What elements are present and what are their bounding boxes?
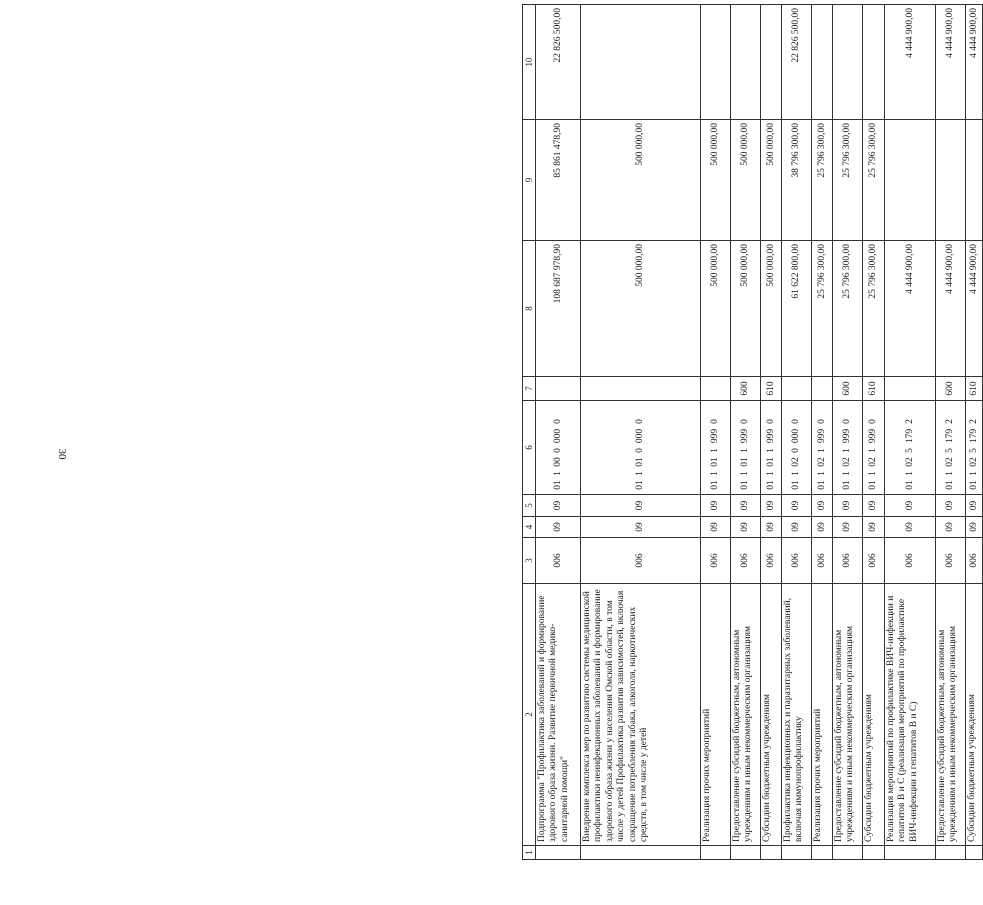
total-amount-cell: 4 444 900,00	[936, 241, 966, 377]
target-article-part: 0	[842, 419, 852, 424]
target-article-cell	[833, 401, 863, 495]
target-article-part: 01	[635, 457, 645, 467]
target-article-part: 1	[740, 448, 750, 453]
target-article-part: 1	[635, 471, 645, 476]
subsection-code-cell: 09	[761, 495, 782, 517]
subsection-code-cell: 09	[966, 495, 983, 517]
federal-amount-cell	[833, 5, 863, 120]
target-article-cell	[812, 401, 833, 495]
target-article-part: 1	[765, 471, 776, 476]
header-cell: 6	[523, 401, 536, 495]
header-row	[523, 5, 536, 860]
target-article-part: 2	[968, 419, 979, 424]
item-name-cell: Предоставление субсидий бюджетным, автономным учреждениям и иным некоммерческим организациям	[833, 584, 863, 846]
ministry-code-cell: 006	[812, 538, 833, 584]
total-amount-cell: 25 796 300,00	[833, 241, 863, 377]
expense-type-cell: 610	[966, 377, 983, 401]
total-amount-cell: 500 000,00	[581, 241, 701, 377]
total-amount-cell: 25 796 300,00	[812, 241, 833, 377]
target-article-part: 2	[945, 419, 955, 424]
regional-amount-cell: 25 796 300,00	[863, 120, 885, 241]
ministry-code-cell: 006	[833, 538, 863, 584]
ministry-code-cell: 006	[731, 538, 761, 584]
ministry-code-cell: 006	[536, 538, 581, 584]
table-row	[812, 5, 833, 860]
federal-amount-cell: 4 444 900,00	[966, 5, 983, 120]
ministry-code-cell: 006	[761, 538, 782, 584]
target-article-part: 999	[868, 428, 878, 444]
regional-amount-cell: 500 000,00	[761, 120, 782, 241]
target-article-cell	[581, 401, 701, 495]
target-article-part: 0	[552, 419, 563, 424]
target-article-part: 5	[945, 448, 955, 453]
item-name-cell: Предоставление субсидий бюджетным, автономным учреждениям и иным некоммерческим организациям	[731, 584, 761, 846]
target-article-part: 5	[904, 448, 915, 453]
ministry-code-cell: 006	[966, 538, 983, 584]
federal-amount-cell	[701, 5, 731, 120]
table-row	[863, 5, 885, 860]
federal-amount-cell: 22 826 500,00	[782, 5, 812, 120]
regional-amount-cell	[936, 120, 966, 241]
target-article-part: 999	[842, 428, 852, 444]
target-article-part: 01	[740, 480, 750, 490]
target-article-part: 01	[710, 457, 720, 467]
section-code-cell: 09	[812, 517, 833, 538]
section-code-cell: 09	[761, 517, 782, 538]
expense-type-cell	[701, 377, 731, 401]
target-article-part: 1	[765, 448, 776, 453]
item-name-cell: Реализация мероприятий по профилактике ВИЧ-инфекции и гепатитов В и С (реализация мероприятий по профилактике ВИЧ-инфекции и гепатитов В и С)	[885, 584, 936, 846]
target-article-part: 01	[765, 457, 776, 467]
target-article-part: 1	[710, 448, 720, 453]
section-code-cell: 09	[731, 517, 761, 538]
table-row	[782, 5, 812, 860]
target-article-part: 999	[816, 428, 827, 444]
target-article-part: 1	[868, 471, 878, 476]
item-name-cell: Подпрограмма "Профилактика заболеваний и формирование здорового образа жизни. Развитие первичной медико-санитарной помощи"	[536, 584, 581, 846]
row-number-cell	[966, 846, 983, 860]
target-article-part: 01	[816, 480, 827, 490]
row-number-cell	[812, 846, 833, 860]
target-article-part: 01	[904, 480, 915, 490]
table-row	[701, 5, 731, 860]
total-amount-cell: 500 000,00	[731, 241, 761, 377]
header-cell: 9	[523, 120, 536, 241]
target-article-part: 179	[968, 428, 979, 444]
subsection-code-cell: 09	[863, 495, 885, 517]
header-cell: 10	[523, 5, 536, 120]
expense-type-cell	[812, 377, 833, 401]
target-article-part: 02	[968, 457, 979, 467]
row-number-cell	[885, 846, 936, 860]
target-article-part: 1	[968, 471, 979, 476]
target-article-part: 0	[816, 419, 827, 424]
target-article-part: 0	[868, 419, 878, 424]
federal-amount-cell	[812, 5, 833, 120]
regional-amount-cell: 25 796 300,00	[833, 120, 863, 241]
ministry-code-cell: 006	[581, 538, 701, 584]
ministry-code-cell: 006	[701, 538, 731, 584]
target-article-part: 01	[968, 480, 979, 490]
target-article-part: 1	[740, 471, 750, 476]
subsection-code-cell: 09	[731, 495, 761, 517]
section-code-cell: 09	[936, 517, 966, 538]
target-article-cell	[536, 401, 581, 495]
target-article-part: 1	[816, 448, 827, 453]
total-amount-cell: 500 000,00	[761, 241, 782, 377]
target-article-part: 01	[868, 480, 878, 490]
target-article-part: 179	[945, 428, 955, 444]
target-article-part: 01	[791, 480, 801, 490]
row-number-cell	[536, 846, 581, 860]
target-article-part: 02	[791, 457, 801, 467]
expense-type-cell: 600	[833, 377, 863, 401]
target-article-part: 01	[552, 480, 563, 490]
row-number-cell	[833, 846, 863, 860]
item-name-cell: Субсидии бюджетным учреждениям	[863, 584, 885, 846]
total-amount-cell: 108 687 978,90	[536, 241, 581, 377]
expense-type-cell: 610	[863, 377, 885, 401]
target-article-part: 0	[552, 448, 563, 453]
regional-amount-cell	[966, 120, 983, 241]
target-article-part: 1	[552, 471, 563, 476]
target-article-cell	[936, 401, 966, 495]
row-number-cell	[731, 846, 761, 860]
target-article-part: 000	[552, 428, 563, 444]
section-code-cell: 09	[581, 517, 701, 538]
target-article-part: 000	[635, 428, 645, 444]
target-article-part: 02	[816, 457, 827, 467]
table-row	[731, 5, 761, 860]
total-amount-cell: 25 796 300,00	[863, 241, 885, 377]
target-article-part: 0	[791, 419, 801, 424]
regional-amount-cell	[885, 120, 936, 241]
section-code-cell: 09	[966, 517, 983, 538]
target-article-part: 01	[945, 480, 955, 490]
expense-type-cell	[782, 377, 812, 401]
table-row	[833, 5, 863, 860]
subsection-code-cell: 09	[701, 495, 731, 517]
target-article-part: 1	[816, 471, 827, 476]
regional-amount-cell: 38 796 300,00	[782, 120, 812, 241]
target-article-part: 01	[635, 480, 645, 490]
header-cell: 4	[523, 517, 536, 538]
subsection-code-cell: 09	[936, 495, 966, 517]
target-article-part: 01	[842, 480, 852, 490]
target-article-part: 999	[710, 428, 720, 444]
expense-type-cell	[536, 377, 581, 401]
total-amount-cell: 61 622 800,00	[782, 241, 812, 377]
target-article-part: 0	[765, 419, 776, 424]
regional-amount-cell: 25 796 300,00	[812, 120, 833, 241]
table-row	[885, 5, 936, 860]
target-article-part: 5	[968, 448, 979, 453]
header-cell: 3	[523, 538, 536, 584]
row-number-cell	[701, 846, 731, 860]
target-article-part: 999	[765, 428, 776, 444]
target-article-cell	[731, 401, 761, 495]
section-code-cell: 09	[885, 517, 936, 538]
ministry-code-cell: 006	[782, 538, 812, 584]
expense-type-cell: 610	[761, 377, 782, 401]
target-article-cell	[863, 401, 885, 495]
target-article-part: 000	[791, 428, 801, 444]
table-row	[966, 5, 983, 860]
item-name-cell: Субсидии бюджетным учреждениям	[761, 584, 782, 846]
target-article-part: 2	[904, 419, 915, 424]
target-article-part: 1	[842, 448, 852, 453]
target-article-part: 1	[904, 471, 915, 476]
target-article-part: 1	[868, 448, 878, 453]
total-amount-cell: 4 444 900,00	[966, 241, 983, 377]
page-number: 30	[56, 448, 68, 460]
subsection-code-cell: 09	[833, 495, 863, 517]
header-cell: 1	[523, 846, 536, 860]
budget-table	[522, 4, 983, 860]
section-code-cell: 09	[536, 517, 581, 538]
item-name-cell: Реализация прочих мероприятий	[701, 584, 731, 846]
total-amount-cell: 4 444 900,00	[885, 241, 936, 377]
header-cell: 8	[523, 241, 536, 377]
item-name-cell: Предоставление субсидий бюджетным, автономным учреждениям и иным некоммерческим организациям	[936, 584, 966, 846]
regional-amount-cell: 500 000,00	[581, 120, 701, 241]
rotated-page-content	[522, 5, 979, 860]
row-number-cell	[782, 846, 812, 860]
target-article-part: 1	[842, 471, 852, 476]
target-article-part: 01	[740, 457, 750, 467]
target-article-part: 1	[945, 471, 955, 476]
expense-type-cell: 600	[936, 377, 966, 401]
subsection-code-cell: 09	[536, 495, 581, 517]
target-article-part: 02	[945, 457, 955, 467]
target-article-part: 0	[710, 419, 720, 424]
header-cell: 5	[523, 495, 536, 517]
table-row	[761, 5, 782, 860]
target-article-cell	[966, 401, 983, 495]
target-article-part: 0	[791, 448, 801, 453]
ministry-code-cell: 006	[936, 538, 966, 584]
total-amount-cell: 500 000,00	[701, 241, 731, 377]
regional-amount-cell: 500 000,00	[701, 120, 731, 241]
expense-type-cell	[581, 377, 701, 401]
item-name-cell: Субсидии бюджетным учреждениям	[966, 584, 983, 846]
subsection-code-cell: 09	[812, 495, 833, 517]
subsection-code-cell: 09	[581, 495, 701, 517]
row-number-cell	[936, 846, 966, 860]
target-article-part: 00	[552, 457, 563, 467]
target-article-cell	[701, 401, 731, 495]
item-name-cell: Внедрение комплекса мер по развитию системы медицинской профилактики неинфекционных заболеваний и формирование здорового образа жизни у населения Омской области, в том числе у детей Профилактика развития зависимостей, включая сокращение потребления табака, алкоголя, наркотических средств, в том числе у детей	[581, 584, 701, 846]
federal-amount-cell	[731, 5, 761, 120]
target-article-cell	[885, 401, 936, 495]
federal-amount-cell: 22 826 500,00	[536, 5, 581, 120]
subsection-code-cell: 09	[885, 495, 936, 517]
row-number-cell	[761, 846, 782, 860]
federal-amount-cell	[581, 5, 701, 120]
target-article-cell	[761, 401, 782, 495]
expense-type-cell: 600	[731, 377, 761, 401]
regional-amount-cell: 85 861 478,90	[536, 120, 581, 241]
federal-amount-cell: 4 444 900,00	[936, 5, 966, 120]
table-row	[581, 5, 701, 860]
target-article-part: 02	[868, 457, 878, 467]
target-article-part: 1	[791, 471, 801, 476]
target-article-part: 02	[842, 457, 852, 467]
federal-amount-cell	[863, 5, 885, 120]
header-cell: 2	[523, 584, 536, 846]
target-article-part: 999	[740, 428, 750, 444]
row-number-cell	[581, 846, 701, 860]
ministry-code-cell: 006	[863, 538, 885, 584]
section-code-cell: 09	[701, 517, 731, 538]
section-code-cell: 09	[863, 517, 885, 538]
header-cell: 7	[523, 377, 536, 401]
item-name-cell: Профилактика инфекционных и паразитарных заболеваний, включая иммунопрофилактику	[782, 584, 812, 846]
target-article-part: 179	[904, 428, 915, 444]
expense-type-cell	[885, 377, 936, 401]
row-number-cell	[863, 846, 885, 860]
target-article-cell	[782, 401, 812, 495]
federal-amount-cell: 4 444 900,00	[885, 5, 936, 120]
table-row	[536, 5, 581, 860]
federal-amount-cell	[761, 5, 782, 120]
ministry-code-cell: 006	[885, 538, 936, 584]
section-code-cell: 09	[833, 517, 863, 538]
target-article-part: 0	[635, 448, 645, 453]
target-article-part: 01	[710, 480, 720, 490]
target-article-part: 0	[740, 419, 750, 424]
subsection-code-cell: 09	[782, 495, 812, 517]
target-article-part: 01	[765, 480, 776, 490]
table-row	[936, 5, 966, 860]
target-article-part: 02	[904, 457, 915, 467]
regional-amount-cell: 500 000,00	[731, 120, 761, 241]
section-code-cell: 09	[782, 517, 812, 538]
target-article-part: 0	[635, 419, 645, 424]
item-name-cell: Реализация прочих мероприятий	[812, 584, 833, 846]
target-article-part: 1	[710, 471, 720, 476]
